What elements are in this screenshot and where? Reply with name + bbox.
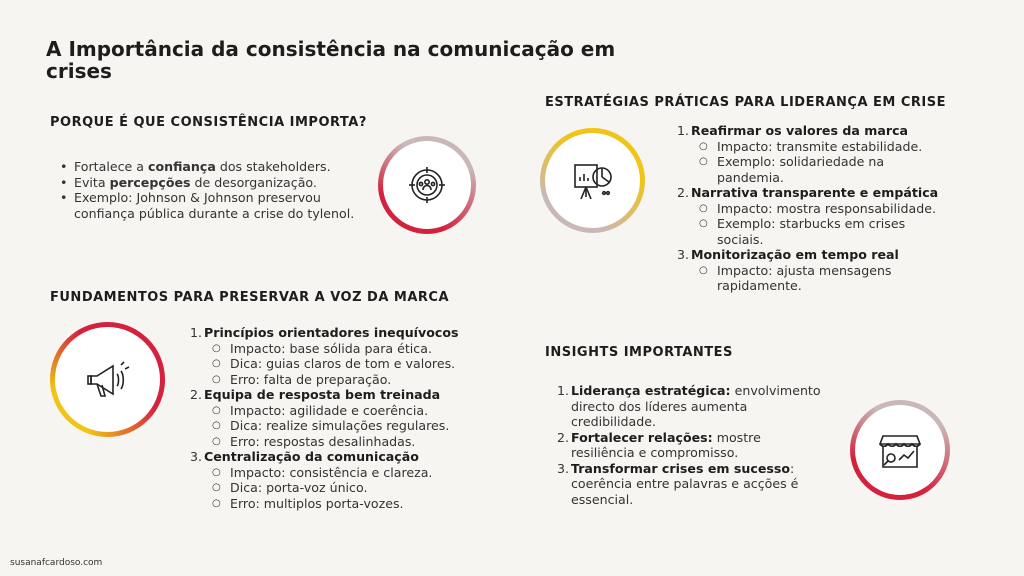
icon-ring (378, 136, 476, 234)
list-item: 1. Reafirmar os valores da marca ○ Impacto: transmite estabilidade. ○ Exemplo: solidariedade na pandemia. (677, 123, 977, 185)
consistency-list (58, 159, 358, 221)
list-item: 1. Princípios orientadores inequívocos ○ Impacto: base sólida para ética. ○ Dica: guias claros de tom e valores. ○ Erro: falta de preparação. (190, 325, 490, 387)
list-item: 3. Monitorização em tempo real ○ Impacto: ajusta mensagens rapidamente. (677, 247, 977, 294)
sub-item: ○ Impacto: consistência e clareza. (210, 465, 490, 481)
target-people-icon (407, 165, 447, 205)
section-heading-insights: INSIGHTS IMPORTANTES (545, 345, 733, 360)
list-item: 2. Fortalecer relações: mostre resiliência e compromisso. (557, 429, 761, 460)
sub-item: ○ Erro: respostas desalinhadas. (210, 434, 490, 450)
section-heading-consistency: PORQUE É QUE CONSISTÊNCIA IMPORTA? (50, 115, 367, 130)
insights-list (557, 383, 827, 507)
sub-item: ○ Erro: multiplos porta-vozes. (210, 496, 490, 512)
bold-text: confiança (147, 159, 216, 174)
list-item: 3. Transformar crises em sucesso: coerência entre palavras e acções é essencial. (557, 460, 799, 507)
section-heading-foundations: FUNDAMENTOS PARA PRESERVAR A VOZ DA MARCA (50, 290, 450, 305)
presentation-chart-icon (571, 159, 615, 203)
icon-ring (50, 322, 165, 437)
list-item: 2. Equipa de resposta bem treinada ○ Impacto: agilidade e coerência. ○ Dica: realize simulações regulares. ○ Erro: respostas desalinhadas. (190, 387, 490, 449)
megaphone-icon (85, 360, 131, 400)
store-analytics-icon (879, 430, 921, 470)
section-heading-strategies: ESTRATÉGIAS PRÁTICAS PARA LIDERANÇA EM CRISE (545, 95, 946, 110)
sub-item: ○ Impacto: base sólida para ética. (210, 341, 490, 357)
strategies-list (677, 123, 977, 294)
sub-item: ○ Impacto: transmite estabilidade. (697, 139, 977, 155)
list-item: 3. Centralização da comunicação ○ Impacto: consistência e clareza. ○ Dica: porta-voz único. ○ Erro: multiplos porta-vozes. (190, 449, 490, 511)
sub-item: ○ Exemplo: solidariedade na pandemia. (697, 154, 927, 185)
foundations-list (190, 325, 490, 511)
sub-item: ○ Impacto: ajusta mensagens rapidamente. (697, 263, 927, 294)
icon-ring (850, 400, 950, 500)
list-item: • Fortalece a confiança dos stakeholders. (58, 159, 358, 175)
sub-item: ○ Impacto: mostra responsabilidade. (697, 201, 977, 217)
list-item: • Exemplo: Johnson & Johnson preservou confiança pública durante a crise do tylenol. (58, 190, 358, 221)
list-item: • Evita percepções de desorganização. (58, 175, 358, 191)
list-item: 1. Liderança estratégica: envolvimento directo dos líderes aumenta credibilidade. (557, 383, 821, 429)
bold-text: percepções (109, 174, 191, 190)
sub-item: ○ Impacto: agilidade e coerência. (210, 403, 490, 419)
footer-website: susanafcardoso.com (10, 558, 103, 568)
sub-item: ○ Dica: realize simulações regulares. (210, 418, 490, 434)
icon-ring (540, 128, 645, 233)
sub-item: ○ Dica: porta-voz único. (210, 480, 490, 496)
sub-item: ○ Dica: guias claros de tom e valores. (210, 356, 490, 372)
page-title: A Importância da consistência na comunicação em crises (46, 37, 616, 83)
sub-item: ○ Erro: falta de preparação. (210, 372, 490, 388)
list-item: 2. Narrativa transparente e empática ○ Impacto: mostra responsabilidade. ○ Exemplo: starbucks em crises sociais. (677, 185, 977, 247)
sub-item: ○ Exemplo: starbucks em crises sociais. (697, 216, 947, 247)
